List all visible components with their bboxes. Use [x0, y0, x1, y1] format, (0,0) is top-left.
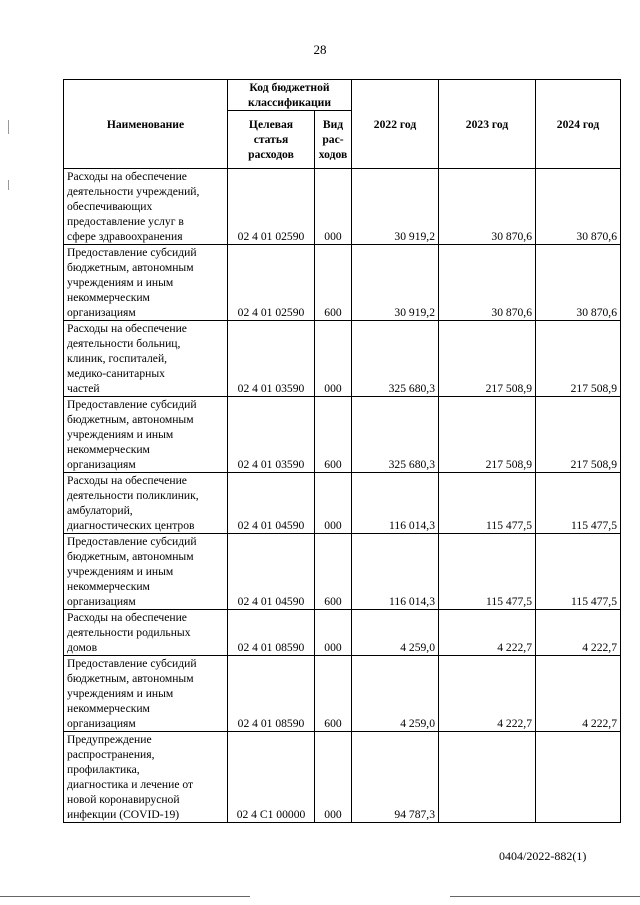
- row-name-line: Расходы на обеспечение: [67, 611, 187, 624]
- row-name-line: Предоставление субсидий: [67, 535, 197, 548]
- row-target-code: 02 4 01 03590: [228, 321, 315, 397]
- row-name: [64, 397, 228, 473]
- row-value-2022: 325 680,3: [352, 321, 439, 397]
- row-name-line: частей: [67, 382, 100, 395]
- header-expense-kind: Вид рас- ходов: [315, 111, 352, 169]
- row-expense-kind: 000: [315, 732, 352, 823]
- row-name-line: учреждениям и иным: [67, 565, 174, 578]
- row-expense-kind: 000: [315, 610, 352, 656]
- row-name-line: некоммерческим: [67, 291, 150, 304]
- row-value-2022: 30 919,2: [352, 245, 439, 321]
- row-name-line: учреждениям и иным: [67, 687, 174, 700]
- row-expense-kind: 600: [315, 245, 352, 321]
- row-name-line: новой коронавирусной: [67, 793, 180, 806]
- row-target-code: 02 4 01 04590: [228, 473, 315, 534]
- row-value-2024: 30 870,6: [536, 169, 621, 245]
- row-target-code: 02 4 01 03590: [228, 397, 315, 473]
- row-target-code: 02 4 01 08590: [228, 656, 315, 732]
- page-number: 28: [313, 42, 327, 57]
- row-value-2022: 94 787,3: [352, 732, 439, 823]
- row-name-line: инфекции (COVID-19): [67, 808, 180, 821]
- row-name-line: организациям: [67, 458, 136, 471]
- row-value-2023: 115 477,5: [439, 473, 536, 534]
- row-value-2022: 4 259,0: [352, 610, 439, 656]
- row-name-line: клиник, госпиталей,: [67, 352, 168, 365]
- budget-table: [63, 79, 621, 823]
- row-expense-kind: 600: [315, 656, 352, 732]
- header-code-group: Код бюджетной классификации: [228, 80, 352, 111]
- row-name: [64, 732, 228, 823]
- row-name-line: организациям: [67, 717, 136, 730]
- row-value-2024: 217 508,9: [536, 397, 621, 473]
- table-row: [64, 656, 621, 732]
- row-value-2024: 115 477,5: [536, 534, 621, 610]
- row-name-line: Предупреждение: [67, 733, 152, 746]
- scan-edge-line: [0, 896, 250, 897]
- row-name-line: бюджетным, автономным: [67, 550, 194, 563]
- table-row: [64, 473, 621, 534]
- row-name-line: обеспечивающих: [67, 200, 153, 213]
- row-target-code: 02 4 01 04590: [228, 534, 315, 610]
- row-name: [64, 610, 228, 656]
- header-name: Наименование: [64, 80, 228, 169]
- row-name-line: деятельности больниц,: [67, 337, 181, 350]
- row-value-2022: 4 259,0: [352, 656, 439, 732]
- header-target-article: Целевая статья расходов: [228, 111, 315, 169]
- row-expense-kind: 600: [315, 397, 352, 473]
- row-name-line: деятельности учреждений,: [67, 185, 200, 198]
- row-name-line: домов: [67, 641, 98, 654]
- row-value-2022: 116 014,3: [352, 473, 439, 534]
- row-name: [64, 534, 228, 610]
- document-number: 0404/2022-882(1): [499, 849, 587, 863]
- row-name: [64, 169, 228, 245]
- row-name-line: учреждениям и иным: [67, 276, 174, 289]
- row-value-2023: 217 508,9: [439, 397, 536, 473]
- row-target-code: 02 4 01 08590: [228, 610, 315, 656]
- row-name-line: бюджетным, автономным: [67, 672, 194, 685]
- row-name-line: деятельности поликлиник,: [67, 489, 199, 502]
- row-name-line: медико-санитарных: [67, 367, 165, 380]
- row-name-line: распространения,: [67, 748, 155, 761]
- row-name-line: диагностических центров: [67, 519, 195, 532]
- row-name-line: организациям: [67, 595, 136, 608]
- row-value-2022: 325 680,3: [352, 397, 439, 473]
- row-value-2024: 30 870,6: [536, 245, 621, 321]
- row-value-2024: 115 477,5: [536, 473, 621, 534]
- header-2024: 2024 год: [536, 80, 621, 169]
- row-name-line: организациям: [67, 306, 136, 319]
- row-value-2022: 30 919,2: [352, 169, 439, 245]
- row-name: [64, 321, 228, 397]
- row-value-2023: 115 477,5: [439, 534, 536, 610]
- table-row: [64, 732, 621, 823]
- row-expense-kind: 000: [315, 321, 352, 397]
- row-name-line: Расходы на обеспечение: [67, 170, 187, 183]
- row-target-code: 02 4 01 02590: [228, 245, 315, 321]
- row-expense-kind: 600: [315, 534, 352, 610]
- table-row: [64, 534, 621, 610]
- row-name-line: некоммерческим: [67, 702, 150, 715]
- row-name-line: Предоставление субсидий: [67, 246, 197, 259]
- row-name: [64, 656, 228, 732]
- row-name-line: диагностика и лечение от: [67, 778, 194, 791]
- row-value-2023: [439, 732, 536, 823]
- row-name-line: некоммерческим: [67, 580, 150, 593]
- row-expense-kind: 000: [315, 169, 352, 245]
- row-value-2023: 4 222,7: [439, 656, 536, 732]
- row-name-line: Предоставление субсидий: [67, 657, 197, 670]
- header-2022: 2022 год: [352, 80, 439, 169]
- row-name-line: сфере здравоохранения: [67, 230, 183, 243]
- row-name: [64, 245, 228, 321]
- row-name-line: профилактика,: [67, 763, 140, 776]
- table-body: [64, 169, 621, 823]
- row-name-line: предоставление услуг в: [67, 215, 184, 228]
- row-expense-kind: 000: [315, 473, 352, 534]
- table-row: [64, 245, 621, 321]
- row-name-line: Расходы на обеспечение: [67, 322, 187, 335]
- table-row: [64, 321, 621, 397]
- row-value-2024: 217 508,9: [536, 321, 621, 397]
- row-value-2023: 30 870,6: [439, 245, 536, 321]
- row-value-2023: 4 222,7: [439, 610, 536, 656]
- row-name-line: учреждениям и иным: [67, 428, 174, 441]
- row-target-code: 02 4 С1 00000: [228, 732, 315, 823]
- row-value-2023: 30 870,6: [439, 169, 536, 245]
- row-name-line: бюджетным, автономным: [67, 261, 194, 274]
- row-value-2024: 4 222,7: [536, 610, 621, 656]
- table-row: [64, 610, 621, 656]
- row-value-2022: 116 014,3: [352, 534, 439, 610]
- row-name: [64, 473, 228, 534]
- row-value-2024: 4 222,7: [536, 656, 621, 732]
- table-row: [64, 397, 621, 473]
- scan-edge-line: [450, 896, 640, 897]
- table-row: [64, 169, 621, 245]
- row-name-line: деятельности родильных: [67, 626, 191, 639]
- row-value-2024: [536, 732, 621, 823]
- row-target-code: 02 4 01 02590: [228, 169, 315, 245]
- row-name-line: Расходы на обеспечение: [67, 474, 187, 487]
- row-name-line: некоммерческим: [67, 443, 150, 456]
- row-name-line: бюджетным, автономным: [67, 413, 194, 426]
- scan-margin-mark: [8, 120, 9, 134]
- row-value-2023: 217 508,9: [439, 321, 536, 397]
- header-2023: 2023 год: [439, 80, 536, 169]
- row-name-line: амбулаторий,: [67, 504, 133, 517]
- scan-margin-mark: [8, 180, 9, 190]
- row-name-line: Предоставление субсидий: [67, 398, 197, 411]
